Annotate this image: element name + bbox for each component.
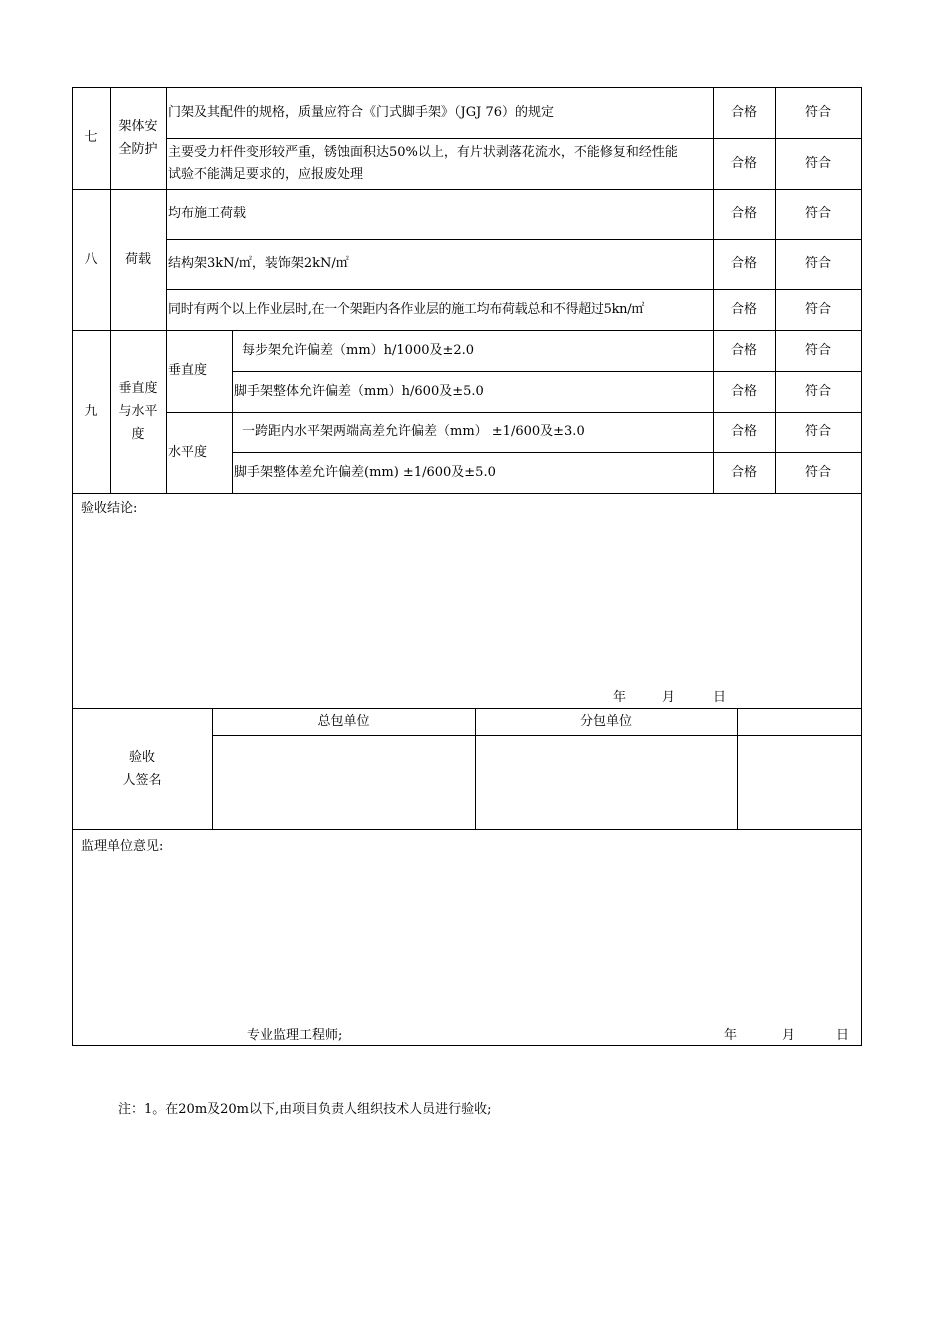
item-result: 合格 xyxy=(730,301,757,317)
item-result: 合格 xyxy=(730,424,757,439)
subgroup-levelness: 水平度 xyxy=(168,444,208,460)
item-result: 合格 xyxy=(730,155,757,171)
item-result: 合格 xyxy=(730,342,757,358)
supervision-month: 月 xyxy=(782,1028,796,1043)
item-content: 同时有两个以上作业层时,在一个架距内各作业层的施工均布荷载总和不得超过5kn/㎡ xyxy=(168,301,645,317)
supervision-day: 日 xyxy=(836,1028,850,1043)
item-result: 合格 xyxy=(730,464,757,480)
item-conform: 符合 xyxy=(804,301,831,317)
item-conform: 符合 xyxy=(804,104,831,120)
item-conform: 符合 xyxy=(804,383,831,399)
item-conform: 符合 xyxy=(804,206,831,221)
section-number-8: 八 xyxy=(84,251,98,267)
item-conform: 符合 xyxy=(804,155,831,171)
section-category-safety: 架体安 全防护 xyxy=(118,119,158,157)
item-conform: 符合 xyxy=(804,342,831,358)
item-content: 每步架允许偏差（mm）h/1000及±2.0 xyxy=(242,342,475,358)
footnote: 注：1。在20m及20m以下,由项目负责人组织技术人员进行验收; xyxy=(118,1102,492,1117)
section-category-load: 荷载 xyxy=(124,251,151,267)
general-contractor-header: 总包单位 xyxy=(317,713,370,729)
item-result: 合格 xyxy=(730,256,757,271)
item-result: 合格 xyxy=(730,104,757,120)
item-content: 结构架3kN/㎡，装饰架2kN/㎡ xyxy=(168,256,349,271)
section-number-7: 七 xyxy=(84,130,98,145)
item-result: 合格 xyxy=(730,206,757,221)
conclusion-year: 年 xyxy=(613,690,627,705)
item-conform: 符合 xyxy=(804,424,831,439)
subgroup-verticality: 垂直度 xyxy=(168,363,208,378)
extra-signature-field[interactable] xyxy=(738,736,860,828)
supervision-year: 年 xyxy=(724,1028,738,1043)
item-content: 门架及其配件的规格，质量应符合《门式脚手架》（JGJ 76）的规定 xyxy=(168,104,554,120)
general-contractor-signature-field[interactable] xyxy=(213,736,474,828)
signature-label: 验收 人签名 xyxy=(122,749,162,788)
item-content: 主要受力杆件变形较严重，锈蚀面积达50%以上，有片状剥落花流水，不能修复和经性能 试验不能满足要求的，应报废处理 xyxy=(168,144,678,182)
section-category-verticality: 垂直度 与水平 度 xyxy=(118,381,158,442)
supervising-engineer-label: 专业监理工程师; xyxy=(247,1028,343,1043)
item-conform: 符合 xyxy=(804,464,831,480)
supervision-label: 监理单位意见: xyxy=(81,839,164,854)
item-result: 合格 xyxy=(730,383,757,399)
conclusion-day: 日 xyxy=(713,690,727,705)
conclusion-month: 月 xyxy=(662,690,676,705)
conclusion-label: 验收结论: xyxy=(81,501,138,516)
item-content: 一跨距内水平架两端高差允许偏差（mm） ±1/600及±3.0 xyxy=(242,424,585,439)
item-content: 脚手架整体差允许偏差(mm) ±1/600及±5.0 xyxy=(234,464,496,480)
subcontractor-signature-field[interactable] xyxy=(476,736,736,828)
subcontractor-header: 分包单位 xyxy=(579,713,632,729)
item-content: 均布施工荷载 xyxy=(168,206,247,221)
item-conform: 符合 xyxy=(804,256,831,271)
section-number-9: 九 xyxy=(84,403,98,419)
item-content: 脚手架整体允许偏差（mm）h/600及±5.0 xyxy=(234,383,484,399)
